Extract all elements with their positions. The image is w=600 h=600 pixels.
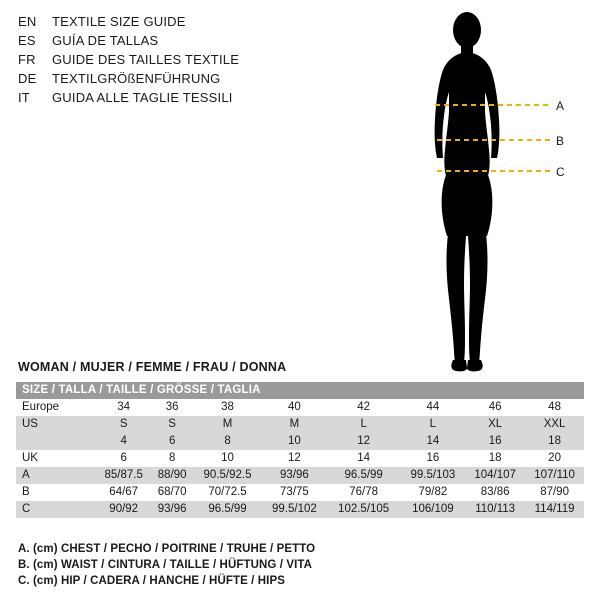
cell: 76/78 (327, 484, 401, 501)
cell: 102.5/105 (327, 501, 401, 518)
legend-line-a: A. (cm) CHEST / PECHO / POITRINE / TRUHE / PETTO (18, 543, 316, 555)
cell: 107/110 (525, 467, 584, 484)
cell: 6 (151, 433, 193, 450)
cell: 48 (525, 399, 584, 416)
cell: 83/86 (465, 484, 525, 501)
cell: 10 (193, 450, 262, 467)
cell: L (327, 416, 401, 433)
cell: 38 (193, 399, 262, 416)
cell: 88/90 (151, 467, 193, 484)
table-group-title: WOMAN / MUJER / FEMME / FRAU / DONNA (18, 360, 287, 374)
cell: 18 (465, 450, 525, 467)
language-row-fr (18, 52, 298, 71)
cell: 70/72.5 (193, 484, 262, 501)
cell: 106/109 (401, 501, 466, 518)
language-code-it: IT (18, 90, 30, 105)
table-row (16, 450, 584, 467)
table-row (16, 501, 584, 518)
cell: 114/119 (525, 501, 584, 518)
cell: 93/96 (262, 467, 327, 484)
measure-label-a: A (556, 99, 565, 113)
cell: 46 (465, 399, 525, 416)
language-row-en (18, 14, 298, 33)
cell: 93/96 (151, 501, 193, 518)
cell: 104/107 (465, 467, 525, 484)
cell: 99.5/102 (262, 501, 327, 518)
cell: 8 (193, 433, 262, 450)
cell: 96.5/99 (327, 467, 401, 484)
table-header-row (16, 382, 584, 399)
cell: 90.5/92.5 (193, 467, 262, 484)
cell: M (262, 416, 327, 433)
language-text-it: GUIDA ALLE TAGLIE TESSILI (52, 90, 233, 105)
cell: S (96, 416, 151, 433)
cell: S (151, 416, 193, 433)
cell: 79/82 (401, 484, 466, 501)
language-code-es: ES (18, 33, 36, 48)
female-figure (390, 8, 590, 376)
cell: 16 (401, 450, 466, 467)
cell: 85/87.5 (96, 467, 151, 484)
row-label: A (16, 467, 96, 484)
language-text-de: TEXTILGRÖßENFÜHRUNG (52, 71, 221, 86)
row-label: UK (16, 450, 96, 467)
row-label: Europe (16, 399, 96, 416)
cell: 68/70 (151, 484, 193, 501)
cell: 64/67 (96, 484, 151, 501)
cell: 36 (151, 399, 193, 416)
cell: 12 (262, 450, 327, 467)
cell: 87/90 (525, 484, 584, 501)
legend-line-b: B. (cm) WAIST / CINTURA / TAILLE / HÜFTUNG / VITA (18, 559, 313, 571)
table-row (16, 416, 584, 433)
cell: 44 (401, 399, 466, 416)
cell: 90/92 (96, 501, 151, 518)
cell: 8 (151, 450, 193, 467)
language-code-en: EN (18, 14, 37, 29)
language-row-de (18, 71, 298, 90)
measure-label-b: B (556, 134, 565, 148)
row-label: B (16, 484, 96, 501)
cell: 4 (96, 433, 151, 450)
cell: 14 (401, 433, 466, 450)
cell: 6 (96, 450, 151, 467)
cell: 16 (465, 433, 525, 450)
cell: XXL (525, 416, 584, 433)
language-code-fr: FR (18, 52, 36, 67)
cell: 34 (96, 399, 151, 416)
cell: 110/113 (465, 501, 525, 518)
table-row (16, 399, 584, 416)
cell: 20 (525, 450, 584, 467)
cell: L (401, 416, 466, 433)
language-row-it (18, 90, 298, 109)
table-header-label: SIZE / TALLA / TAILLE / GRÖSSE / TAGLIA (16, 382, 584, 399)
language-row-es (18, 33, 298, 52)
cell: 14 (327, 450, 401, 467)
language-list (18, 14, 298, 109)
language-text-es: GUÍA DE TALLAS (52, 33, 159, 48)
language-text-en: TEXTILE SIZE GUIDE (52, 14, 186, 29)
table-row (16, 433, 584, 450)
cell: 99.5/103 (401, 467, 466, 484)
row-label: C (16, 501, 96, 518)
cell: 42 (327, 399, 401, 416)
row-label (16, 433, 96, 450)
row-label: US (16, 416, 96, 433)
cell: 18 (525, 433, 584, 450)
table-row (16, 467, 584, 484)
language-text-fr: GUIDE DES TAILLES TEXTILE (52, 52, 240, 67)
language-code-de: DE (18, 71, 37, 86)
measure-label-c: C (556, 165, 565, 179)
size-table (16, 382, 584, 518)
silhouette-icon (390, 8, 590, 376)
cell: M (193, 416, 262, 433)
cell: XL (465, 416, 525, 433)
cell: 96.5/99 (193, 501, 262, 518)
cell: 10 (262, 433, 327, 450)
cell: 40 (262, 399, 327, 416)
measurement-legend (18, 541, 315, 589)
cell: 73/75 (262, 484, 327, 501)
table-row (16, 484, 584, 501)
cell: 12 (327, 433, 401, 450)
legend-line-c: C. (cm) HIP / CADERA / HANCHE / HÜFTE / HIPS (18, 575, 286, 587)
